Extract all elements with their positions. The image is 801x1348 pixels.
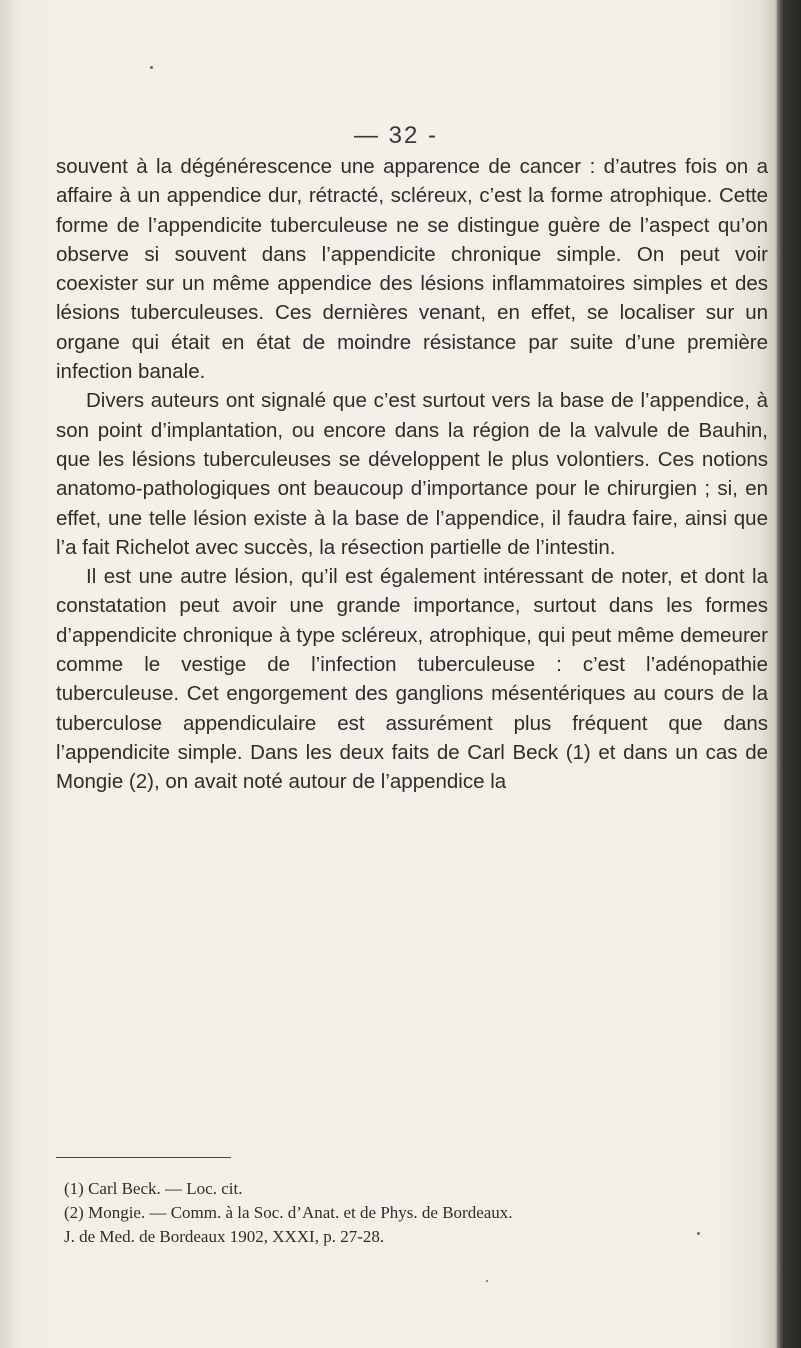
book-gutter (777, 0, 801, 1348)
paragraph: souvent à la dégénérescence une apparence de cancer : d’autres fois on a affaire à un appendice dur, rétracté, scléreux, c’est la forme atrophique. Cette forme de l’appendicite tuberculeuse ne se distingue guère de l’aspect qu’on observe si souvent dans l’appendicite chronique simple. On peut voir coexister sur un même appendice des lésions inflammatoires simples et des lésions tuberculeuses. Ces dernières venant, en effet, se localiser sur un organe qui était en état de moindre résistance par suite d’une première infection banale. (56, 155, 768, 384)
paper-speck (486, 1280, 488, 1282)
footnote: (1) Carl Beck. — Loc. cit. (64, 1179, 243, 1198)
paper-speck (150, 66, 153, 69)
paragraph: Il est une autre lésion, qu’il est également intéressant de noter, et dont la constatation peut avoir une grande importance, surtout dans les formes d’appendicite chronique à type scléreux, atrophique, qui peut même demeurer comme le vestige de l’infection tuberculeuse : c’est l’adénopathie tuberculeuse. Cet engorgement des ganglions mésentériques au cours de la tuberculose appendiculaire est assurément plus fréquent que dans l’appendicite simple. Dans les deux faits de Carl Beck (1) et dans un cas de Mongie (2), on avait noté autour de l’appendice la (56, 565, 768, 794)
page-number: — 32 - (354, 122, 439, 149)
footnotes (64, 1177, 776, 1249)
footnote-continuation: J. de Med. de Bordeaux 1902, XXXI, p. 27-28. (64, 1227, 385, 1246)
footnote: (2) Mongie. — Comm. à la Soc. d’Anat. et de Phys. de Bordeaux. (64, 1203, 513, 1222)
body-text (56, 152, 768, 797)
footnote-divider (56, 1157, 231, 1158)
page-edge-shadow (0, 0, 16, 1348)
paragraph: Divers auteurs ont signalé que c’est surtout vers la base de l’appendice, à son point d’implantation, ou encore dans la région de la valvule de Bauhin, que les lésions tuberculeuses se développent le plus volontiers. Ces notions anatomo-pathologiques ont beaucoup d’importance pour le chirurgien ; si, en effet, une telle lésion existe à la base de l’appendice, il faudra faire, ainsi que l’a fait Richelot avec succès, la résection partielle de l’intestin. (56, 389, 768, 559)
